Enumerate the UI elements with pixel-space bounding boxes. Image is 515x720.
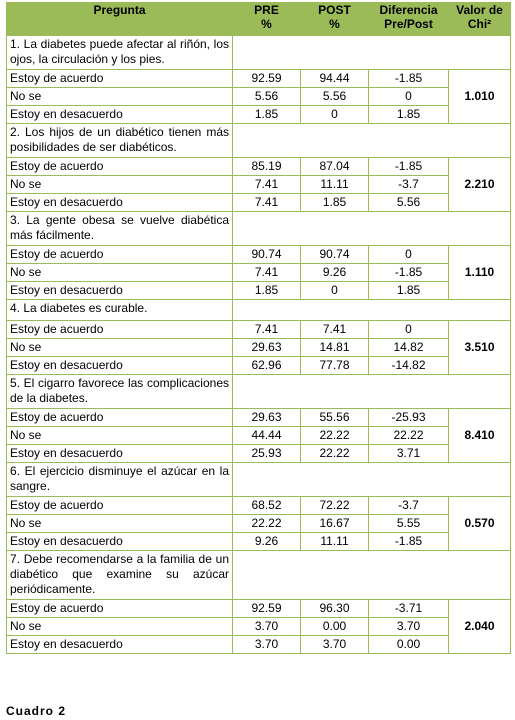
answer-label: No se	[7, 618, 233, 636]
pre-value: 7.41	[233, 176, 301, 194]
chi-value: 1.110	[449, 246, 511, 300]
pre-value: 1.85	[233, 282, 301, 300]
answer-label: Estoy en desacuerdo	[7, 533, 233, 551]
header-pregunta: Pregunta	[7, 3, 233, 36]
difference-value: 0	[369, 246, 449, 264]
post-value: 0	[301, 106, 369, 124]
post-value: 0	[301, 282, 369, 300]
pre-value: 3.70	[233, 618, 301, 636]
answer-row	[7, 246, 511, 264]
answer-row	[7, 636, 511, 654]
answer-label: Estoy en desacuerdo	[7, 106, 233, 124]
answer-row	[7, 497, 511, 515]
answer-row	[7, 264, 511, 282]
difference-value: 5.56	[369, 194, 449, 212]
pre-value: 3.70	[233, 636, 301, 654]
header-post: POST %	[301, 3, 369, 36]
post-value: 11.11	[301, 176, 369, 194]
results-table	[6, 2, 511, 654]
chi-value: 2.210	[449, 158, 511, 212]
pre-value: 29.63	[233, 339, 301, 357]
post-value: 7.41	[301, 321, 369, 339]
answer-row	[7, 600, 511, 618]
difference-value: -3.7	[369, 497, 449, 515]
answer-label: No se	[7, 515, 233, 533]
pre-value: 68.52	[233, 497, 301, 515]
question-row	[7, 551, 511, 600]
post-value: 90.74	[301, 246, 369, 264]
difference-value: -1.85	[369, 264, 449, 282]
pre-value: 92.59	[233, 600, 301, 618]
answer-row	[7, 106, 511, 124]
answer-label: No se	[7, 176, 233, 194]
difference-value: 5.55	[369, 515, 449, 533]
difference-value: 1.85	[369, 106, 449, 124]
answer-label: Estoy en desacuerdo	[7, 357, 233, 375]
pre-value: 7.41	[233, 264, 301, 282]
post-value: 5.56	[301, 88, 369, 106]
post-value: 72.22	[301, 497, 369, 515]
question-row	[7, 36, 511, 70]
answer-label: Estoy de acuerdo	[7, 158, 233, 176]
question-text: 4. La diabetes es curable.	[7, 300, 233, 321]
post-value: 55.56	[301, 409, 369, 427]
pre-value: 9.26	[233, 533, 301, 551]
post-value: 11.11	[301, 533, 369, 551]
answer-label: Estoy en desacuerdo	[7, 282, 233, 300]
question-row	[7, 463, 511, 497]
pre-value: 1.85	[233, 106, 301, 124]
post-value: 77.78	[301, 357, 369, 375]
answer-label: Estoy de acuerdo	[7, 600, 233, 618]
pre-value: 7.41	[233, 321, 301, 339]
header-row	[7, 3, 511, 36]
answer-label: Estoy de acuerdo	[7, 321, 233, 339]
answer-row	[7, 339, 511, 357]
question-spacer	[233, 375, 511, 409]
pre-value: 44.44	[233, 427, 301, 445]
answer-label: No se	[7, 339, 233, 357]
difference-value: -1.85	[369, 158, 449, 176]
answer-row	[7, 176, 511, 194]
question-spacer	[233, 124, 511, 158]
question-spacer	[233, 463, 511, 497]
question-spacer	[233, 551, 511, 600]
answer-row	[7, 618, 511, 636]
pre-value: 25.93	[233, 445, 301, 463]
difference-value: 3.71	[369, 445, 449, 463]
post-value: 3.70	[301, 636, 369, 654]
post-value: 94.44	[301, 70, 369, 88]
answer-row	[7, 158, 511, 176]
answer-label: Estoy en desacuerdo	[7, 445, 233, 463]
post-value: 16.67	[301, 515, 369, 533]
difference-value: 0	[369, 321, 449, 339]
difference-value: -1.85	[369, 533, 449, 551]
question-row	[7, 375, 511, 409]
chi-value: 3.510	[449, 321, 511, 375]
answer-row	[7, 409, 511, 427]
answer-label: Estoy en desacuerdo	[7, 194, 233, 212]
header-diferencia: Diferencia Pre/Post	[369, 3, 449, 36]
chi-value: 2.040	[449, 600, 511, 654]
difference-value: -1.85	[369, 70, 449, 88]
question-text: 2. Los hijos de un diabético tienen más posibilidades de ser diabéticos.	[7, 124, 233, 158]
question-text: 5. El cigarro favorece las complicaciones de la diabetes.	[7, 375, 233, 409]
question-text: 1. La diabetes puede afectar al riñón, los ojos, la circulación y los pies.	[7, 36, 233, 70]
difference-value: -3.71	[369, 600, 449, 618]
post-value: 22.22	[301, 445, 369, 463]
difference-value: -3.7	[369, 176, 449, 194]
pre-value: 7.41	[233, 194, 301, 212]
answer-label: Estoy de acuerdo	[7, 70, 233, 88]
difference-value: 14.82	[369, 339, 449, 357]
answer-row	[7, 533, 511, 551]
answer-row	[7, 194, 511, 212]
post-value: 9.26	[301, 264, 369, 282]
difference-value: 0	[369, 88, 449, 106]
question-row	[7, 300, 511, 321]
pre-value: 29.63	[233, 409, 301, 427]
pre-value: 92.59	[233, 70, 301, 88]
answer-label: Estoy de acuerdo	[7, 497, 233, 515]
answer-label: Estoy de acuerdo	[7, 246, 233, 264]
pre-value: 22.22	[233, 515, 301, 533]
post-value: 14.81	[301, 339, 369, 357]
question-text: 3. La gente obesa se vuelve diabética más fácilmente.	[7, 212, 233, 246]
difference-value: -25.93	[369, 409, 449, 427]
question-text: 7. Debe recomendarse a la familia de un diabético que examine su azúcar periódicamente.	[7, 551, 233, 600]
answer-row	[7, 70, 511, 88]
pre-value: 90.74	[233, 246, 301, 264]
question-spacer	[233, 300, 511, 321]
question-row	[7, 124, 511, 158]
pre-value: 62.96	[233, 357, 301, 375]
difference-value: -14.82	[369, 357, 449, 375]
pre-value: 5.56	[233, 88, 301, 106]
answer-label: No se	[7, 264, 233, 282]
answer-row	[7, 515, 511, 533]
answer-row	[7, 88, 511, 106]
question-spacer	[233, 36, 511, 70]
answer-label: No se	[7, 427, 233, 445]
answer-row	[7, 321, 511, 339]
chi-value: 0.570	[449, 497, 511, 551]
pre-value: 85.19	[233, 158, 301, 176]
answer-label: No se	[7, 88, 233, 106]
answer-row	[7, 445, 511, 463]
header-pre: PRE %	[233, 3, 301, 36]
answer-label: Estoy en desacuerdo	[7, 636, 233, 654]
question-text: 6. El ejercicio disminuye el azúcar en la sangre.	[7, 463, 233, 497]
difference-value: 22.22	[369, 427, 449, 445]
difference-value: 1.85	[369, 282, 449, 300]
post-value: 87.04	[301, 158, 369, 176]
answer-label: Estoy de acuerdo	[7, 409, 233, 427]
answer-row	[7, 427, 511, 445]
post-value: 0.00	[301, 618, 369, 636]
difference-value: 3.70	[369, 618, 449, 636]
post-value: 1.85	[301, 194, 369, 212]
question-spacer	[233, 212, 511, 246]
answer-row	[7, 357, 511, 375]
header-chi: Valor de Chi²	[449, 3, 511, 36]
difference-value: 0.00	[369, 636, 449, 654]
chi-value: 8.410	[449, 409, 511, 463]
post-value: 96.30	[301, 600, 369, 618]
chi-value: 1.010	[449, 70, 511, 124]
post-value: 22.22	[301, 427, 369, 445]
answer-row	[7, 282, 511, 300]
table-caption: Cuadro 2	[6, 704, 67, 718]
question-row	[7, 212, 511, 246]
